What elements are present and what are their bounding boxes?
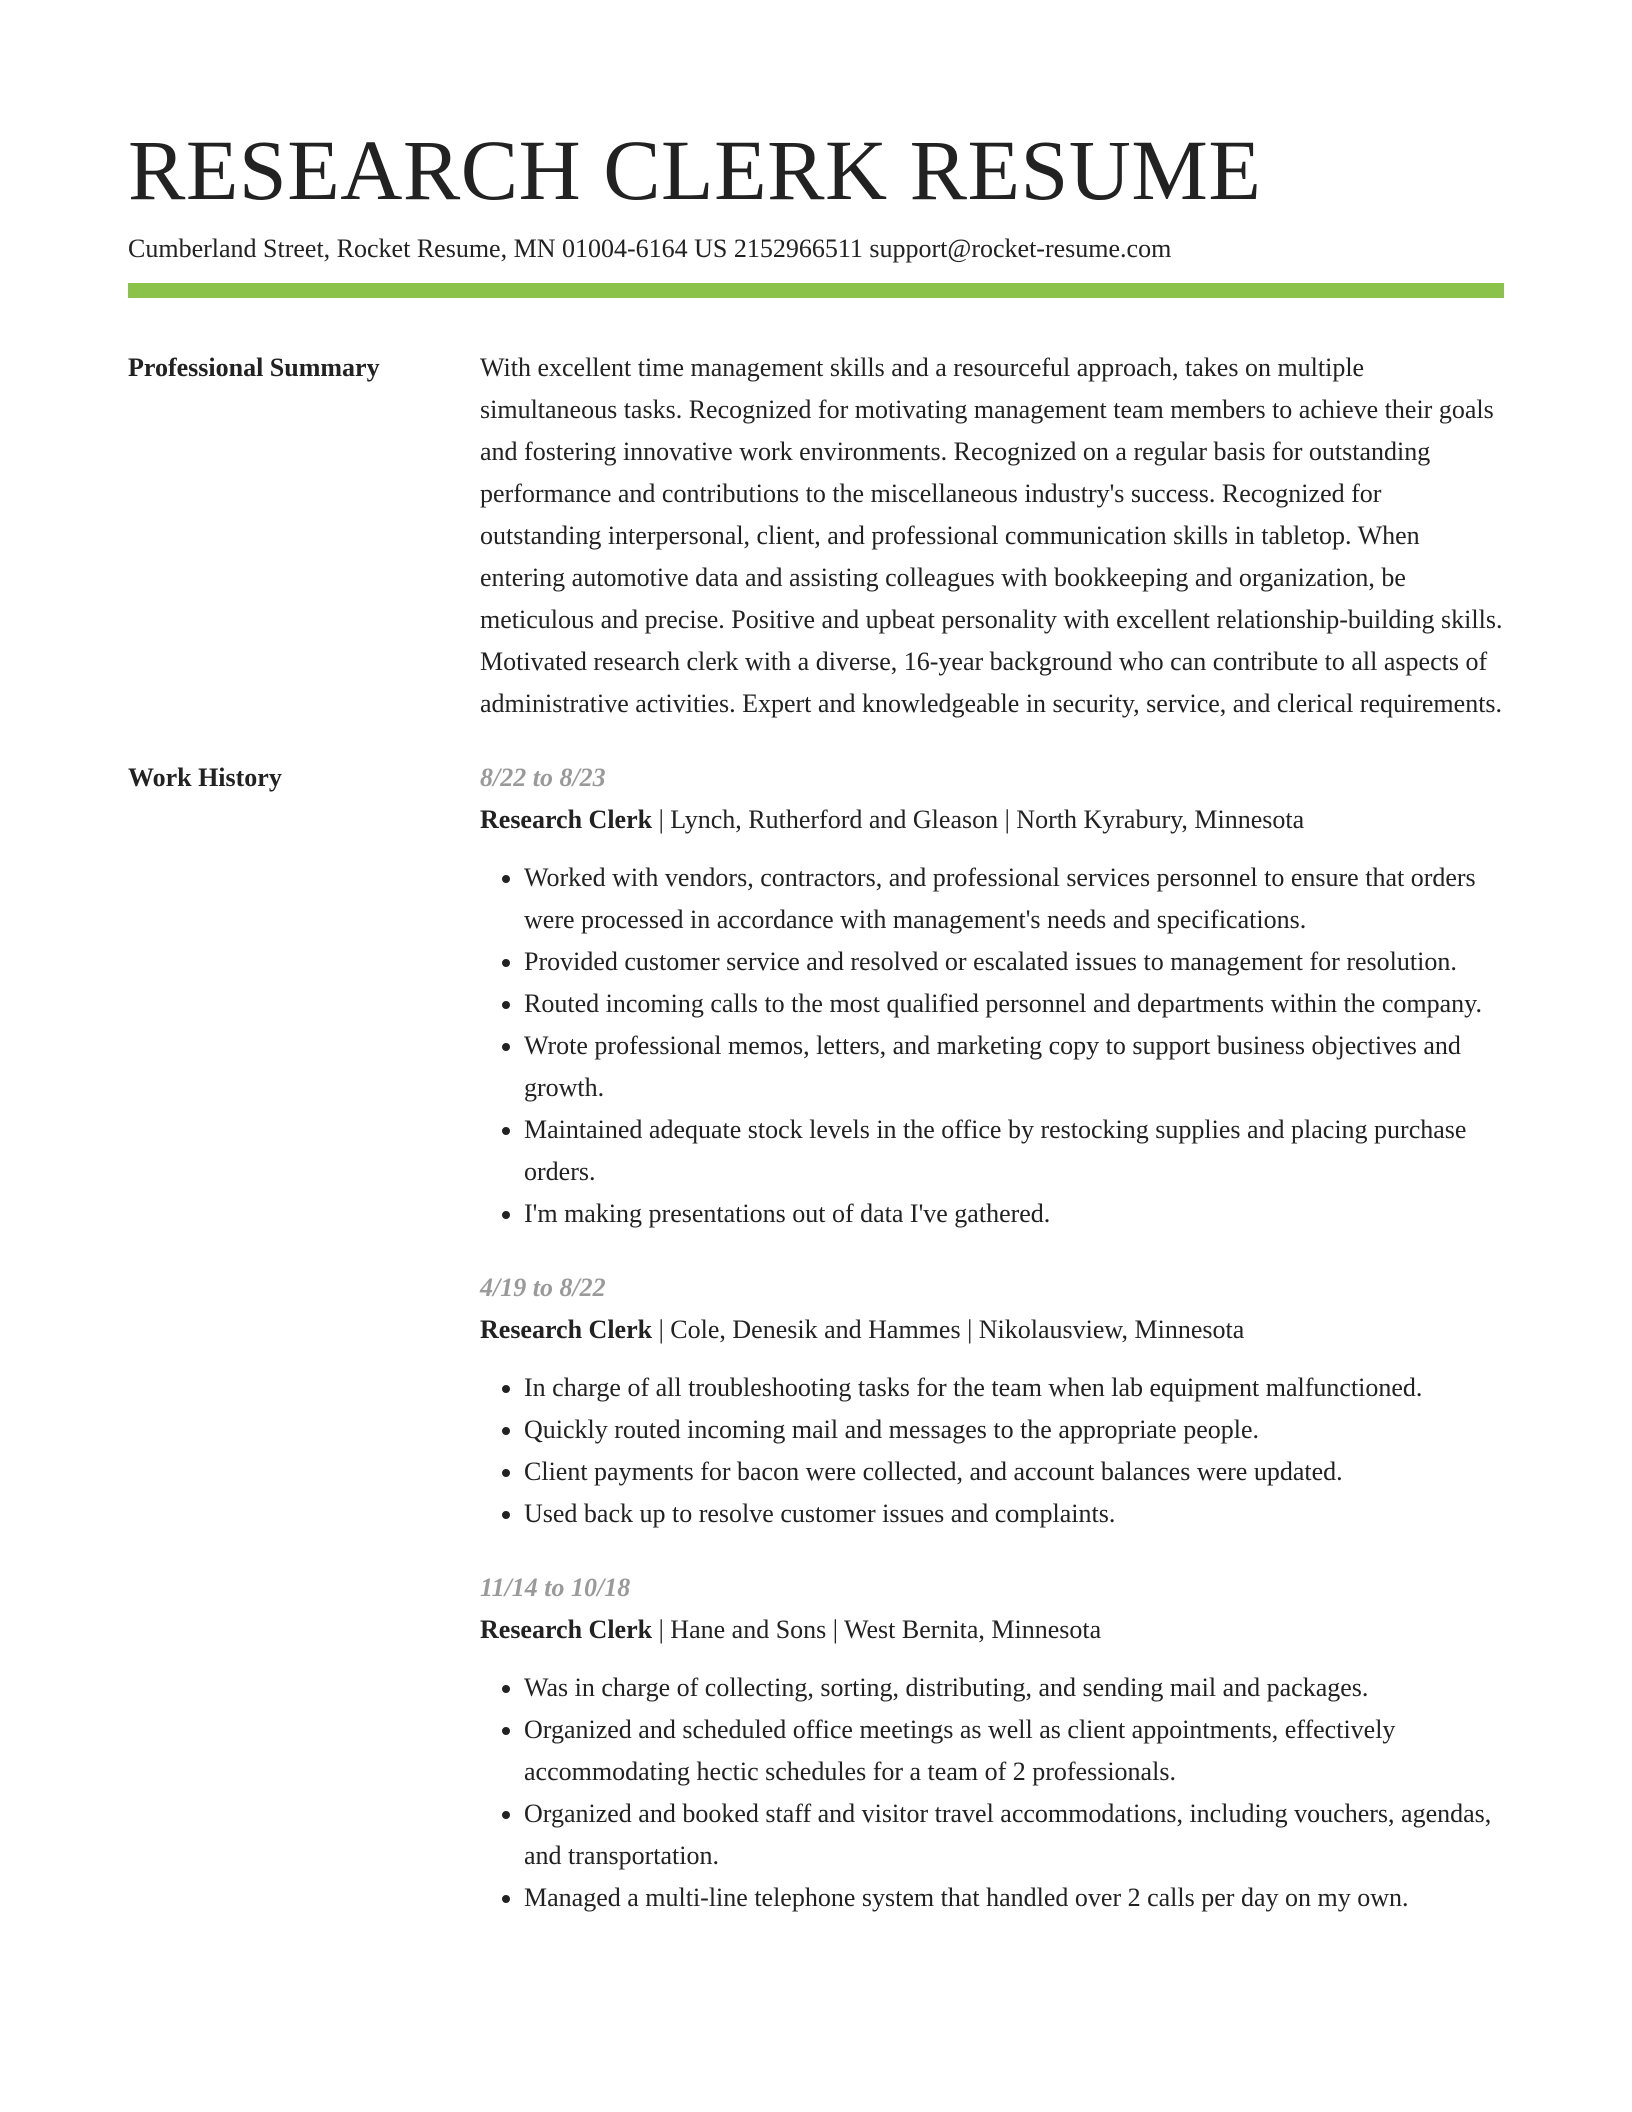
section-label-summary: Professional Summary	[128, 353, 380, 382]
summary-body	[480, 347, 1504, 725]
header-divider	[128, 283, 1504, 298]
work-history-body	[480, 757, 1504, 1951]
job-dates: 11/14 to 10/18	[480, 1573, 631, 1602]
job-dates: 4/19 to 8/22	[480, 1273, 606, 1302]
job-role: Research Clerk	[480, 1315, 653, 1344]
job-title-line	[480, 1309, 1504, 1351]
work-history-section	[128, 757, 1504, 1951]
job-details: | Lynch, Rutherford and Gleason | North Kyrabury, Minnesota	[652, 805, 1305, 834]
job-details: | Cole, Denesik and Hammes | Nikolausview, Minnesota	[652, 1315, 1245, 1344]
job-bullet-list	[480, 1667, 1504, 1919]
job-bullet: • Organized and scheduled office meetings as well as client appointments, effectively accommodating hectic schedules for a team of 2 professionals.	[524, 1709, 1504, 1793]
job-entry	[480, 1567, 1504, 1919]
job-bullet: • In charge of all troubleshooting tasks for the team when lab equipment malfunctioned.	[524, 1367, 1504, 1409]
job-dates: 8/22 to 8/23	[480, 763, 606, 792]
job-title-line	[480, 799, 1504, 841]
section-label-work: Work History	[128, 763, 282, 792]
job-bullet-list	[480, 1367, 1504, 1535]
job-role: Research Clerk	[480, 805, 653, 834]
job-entry	[480, 757, 1504, 1235]
job-bullet: • Client payments for bacon were collected, and account balances were updated.	[524, 1451, 1504, 1493]
job-entry	[480, 1267, 1504, 1535]
resume-title: RESEARCH CLERK RESUME	[128, 122, 1262, 218]
job-role: Research Clerk	[480, 1615, 653, 1644]
job-title-line	[480, 1609, 1504, 1651]
professional-summary-section	[128, 347, 1504, 725]
job-bullet: • Was in charge of collecting, sorting, distributing, and sending mail and packages.	[524, 1667, 1504, 1709]
resume-page	[128, 120, 1504, 1951]
job-bullet: • Worked with vendors, contractors, and professional services personnel to ensure that orders were processed in accordance with management's needs and specifications.	[524, 857, 1504, 941]
job-bullet: • Used back up to resolve customer issues and complaints.	[524, 1493, 1504, 1535]
job-bullet: • Organized and booked staff and visitor travel accommodations, including vouchers, agendas, and transportation.	[524, 1793, 1504, 1877]
job-bullet: • Managed a multi-line telephone system that handled over 2 calls per day on my own.	[524, 1877, 1504, 1919]
job-bullet: • Quickly routed incoming mail and messages to the appropriate people.	[524, 1409, 1504, 1451]
job-bullet: • I'm making presentations out of data I've gathered.	[524, 1193, 1504, 1235]
summary-text: With excellent time management skills and a resourceful approach, takes on multiple simultaneous tasks. Recognized for motivating management team members to achieve their goals and fostering innovative work environments. Recognized on a regular basis for outstanding performance and contributions to the miscellaneous industry's success. Recognized for outstanding interpersonal, client, and professional communication skills in tabletop. When entering automotive data and assisting colleagues with bookkeeping and organization, be meticulous and precise. Positive and upbeat personality with excellent relationship-building skills. Motivated research clerk with a diverse, 16-year background who can contribute to all aspects of administrative activities. Expert and knowledgeable in security, service, and clerical requirements.	[480, 353, 1503, 718]
job-bullet-list	[480, 857, 1504, 1235]
job-bullet: • Wrote professional memos, letters, and marketing copy to support business objectives and growth.	[524, 1025, 1504, 1109]
job-details: | Hane and Sons | West Bernita, Minnesota	[652, 1615, 1102, 1644]
job-bullet: • Maintained adequate stock levels in the office by restocking supplies and placing purchase orders.	[524, 1109, 1504, 1193]
contact-line: Cumberland Street, Rocket Resume, MN 01004-6164 US 2152966511 support@rocket-resume.com	[128, 234, 1172, 263]
job-bullet: • Provided customer service and resolved or escalated issues to management for resolution.	[524, 941, 1504, 983]
job-bullet: • Routed incoming calls to the most qualified personnel and departments within the company.	[524, 983, 1504, 1025]
